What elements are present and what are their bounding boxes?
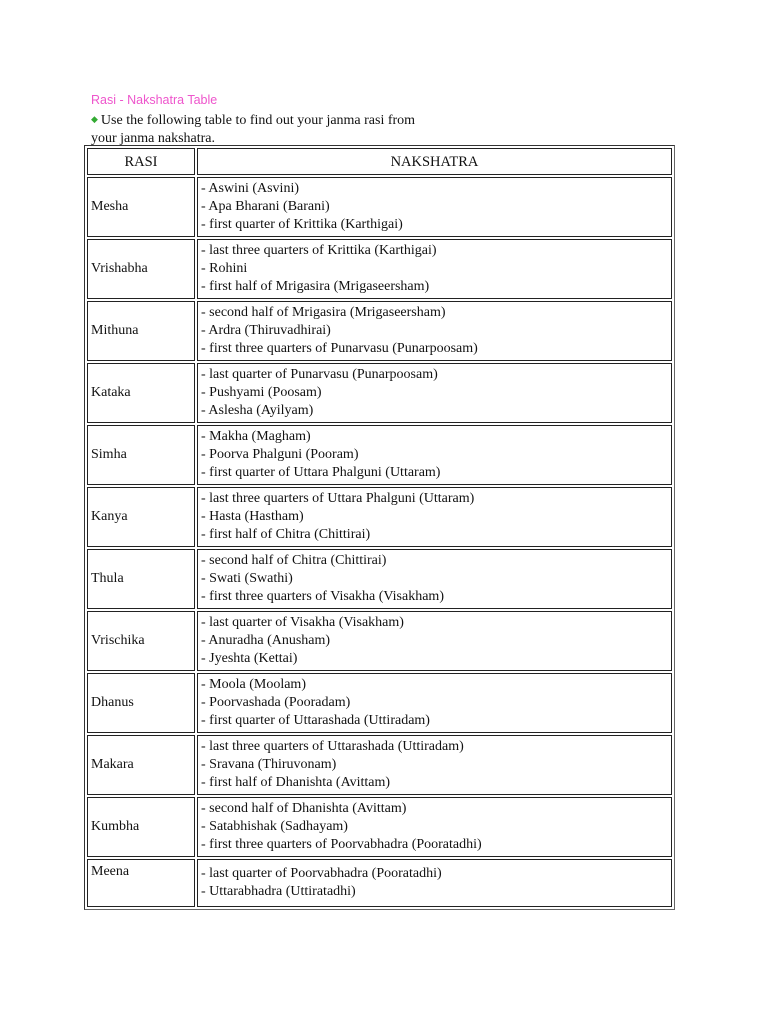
nakshatra-cell xyxy=(197,611,672,671)
nakshatra-cell xyxy=(197,363,672,423)
table-header-row xyxy=(87,148,672,175)
nakshatra-line: - Poorva Phalguni (Pooram) xyxy=(201,447,359,462)
intro-line-2: your janma nakshatra. xyxy=(91,131,216,146)
nakshatra-cell xyxy=(197,797,672,857)
nakshatra-line: - last three quarters of Uttarashada (Uttiradam) xyxy=(201,739,464,754)
table-row xyxy=(87,797,672,857)
nakshatra-line: - second half of Chitra (Chittirai) xyxy=(201,553,387,568)
nakshatra-line: - first three quarters of Punarvasu (Punarpoosam) xyxy=(201,341,478,356)
nakshatra-line: - Apa Bharani (Barani) xyxy=(201,199,330,214)
table-row xyxy=(87,859,672,907)
intro-paragraph xyxy=(91,110,461,148)
diamond-bullet-icon: ◆ xyxy=(91,114,98,124)
rasi-cell: Makara xyxy=(87,735,195,795)
rasi-cell: Mesha xyxy=(87,177,195,237)
rasi-cell: Kumbha xyxy=(87,797,195,857)
column-header-nakshatra: NAKSHATRA xyxy=(197,148,672,175)
nakshatra-line: - Rohini xyxy=(201,261,248,276)
table-row xyxy=(87,301,672,361)
rasi-cell: Thula xyxy=(87,549,195,609)
rasi-cell: Vrischika xyxy=(87,611,195,671)
nakshatra-line: - Uttarabhadra (Uttiratadhi) xyxy=(201,884,356,899)
nakshatra-line: - last three quarters of Krittika (Karthigai) xyxy=(201,243,437,258)
intro-line-1: Use the following table to find out your janma rasi from xyxy=(100,113,416,128)
column-header-rasi: RASI xyxy=(87,148,195,175)
table-row xyxy=(87,735,672,795)
nakshatra-line: - first half of Chitra (Chittirai) xyxy=(201,527,371,542)
rasi-cell: Kataka xyxy=(87,363,195,423)
nakshatra-line: - Aslesha (Ayilyam) xyxy=(201,403,314,418)
nakshatra-line: - Pushyami (Poosam) xyxy=(201,385,322,400)
nakshatra-line: - last quarter of Punarvasu (Punarpoosam) xyxy=(201,367,438,382)
nakshatra-line: - first half of Dhanishta (Avittam) xyxy=(201,775,391,790)
nakshatra-line: - first half of Mrigasira (Mrigaseersham) xyxy=(201,279,430,294)
table-row xyxy=(87,673,672,733)
nakshatra-line: - Sravana (Thiruvonam) xyxy=(201,757,337,772)
nakshatra-line: - Jyeshta (Kettai) xyxy=(201,651,298,666)
nakshatra-line: - last quarter of Poorvabhadra (Pooratadhi) xyxy=(201,866,442,881)
rasi-nakshatra-table xyxy=(84,145,675,910)
rasi-cell: Meena xyxy=(87,859,195,907)
table-row xyxy=(87,239,672,299)
nakshatra-cell xyxy=(197,177,672,237)
nakshatra-cell xyxy=(197,425,672,485)
nakshatra-cell xyxy=(197,859,672,907)
nakshatra-line: - first three quarters of Poorvabhadra (Pooratadhi) xyxy=(201,837,482,852)
nakshatra-line: - Hasta (Hastham) xyxy=(201,509,304,524)
nakshatra-line: - Moola (Moolam) xyxy=(201,677,306,692)
nakshatra-line: - first quarter of Uttarashada (Uttiradam) xyxy=(201,713,430,728)
nakshatra-line: - Satabhishak (Sadhayam) xyxy=(201,819,348,834)
document-title: Rasi - Nakshatra Table xyxy=(91,93,218,107)
nakshatra-cell xyxy=(197,673,672,733)
nakshatra-line: - Aswini (Asvini) xyxy=(201,181,299,196)
table-row xyxy=(87,611,672,671)
nakshatra-line: - Poorvashada (Pooradam) xyxy=(201,695,351,710)
nakshatra-line: - Makha (Magham) xyxy=(201,429,311,444)
nakshatra-line: - first three quarters of Visakha (Visakham) xyxy=(201,589,444,604)
nakshatra-line: - second half of Dhanishta (Avittam) xyxy=(201,801,407,816)
nakshatra-line: - second half of Mrigasira (Mrigaseersham) xyxy=(201,305,446,320)
rasi-cell: Mithuna xyxy=(87,301,195,361)
nakshatra-cell xyxy=(197,487,672,547)
table-row xyxy=(87,425,672,485)
table-row xyxy=(87,177,672,237)
rasi-cell: Kanya xyxy=(87,487,195,547)
nakshatra-cell xyxy=(197,549,672,609)
nakshatra-line: - Anuradha (Anusham) xyxy=(201,633,331,648)
table-row xyxy=(87,549,672,609)
nakshatra-line: - Swati (Swathi) xyxy=(201,571,293,586)
nakshatra-cell xyxy=(197,735,672,795)
nakshatra-line: - last three quarters of Uttara Phalguni (Uttaram) xyxy=(201,491,475,506)
table-row xyxy=(87,487,672,547)
nakshatra-cell xyxy=(197,239,672,299)
nakshatra-line: - last quarter of Visakha (Visakham) xyxy=(201,615,404,630)
nakshatra-line: - first quarter of Krittika (Karthigai) xyxy=(201,217,403,232)
rasi-cell: Dhanus xyxy=(87,673,195,733)
nakshatra-line: - first quarter of Uttara Phalguni (Uttaram) xyxy=(201,465,441,480)
table-row xyxy=(87,363,672,423)
nakshatra-line: - Ardra (Thiruvadhirai) xyxy=(201,323,331,338)
rasi-cell: Simha xyxy=(87,425,195,485)
nakshatra-cell xyxy=(197,301,672,361)
rasi-cell: Vrishabha xyxy=(87,239,195,299)
table-body xyxy=(87,177,672,907)
